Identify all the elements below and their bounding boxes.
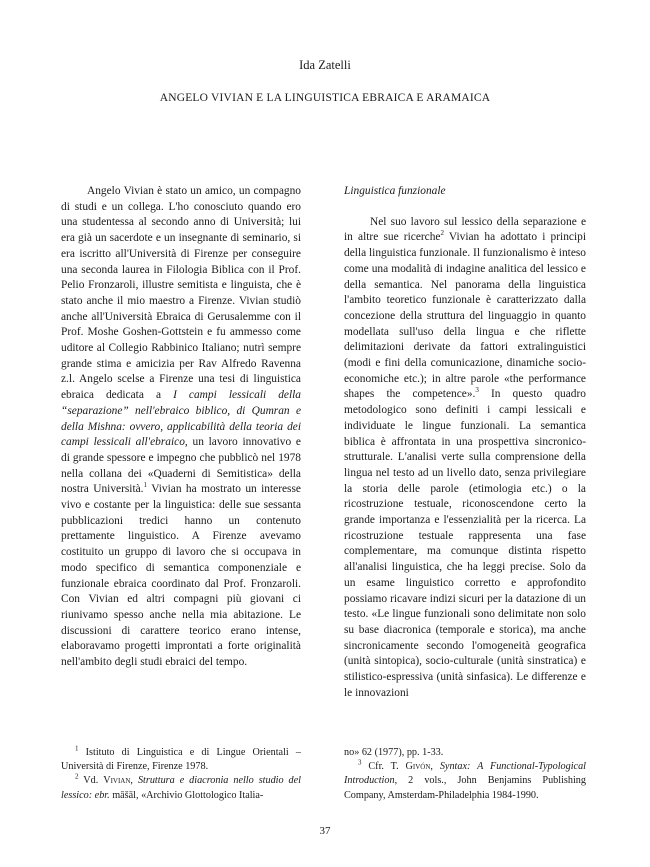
- footnote-ref: 3: [475, 386, 479, 395]
- footnotes-left: [61, 746, 301, 803]
- left-column: [61, 184, 301, 671]
- running-head-author: Ida Zatelli: [299, 58, 351, 72]
- article-title: ANGELO VIVIAN E LA LINGUISTICA EBRAICA E ARAMAICA: [159, 92, 491, 104]
- section-heading: Linguistica funzionale: [344, 185, 446, 197]
- page-number: 37: [319, 825, 331, 837]
- paragraph: Nel suo lavoro sul lessico della separazione e in altre sue ricerche$^2$ Vivian ha adottato i principi della linguistica funzionale. Il funzionalismo è inteso come una modalità di indagine analitica del lessico e della semantica. Nel panorama della linguistica l'ambito teoretico funzionale è caratterizzato dalla concezione della struttura del linguaggio in quanto modellata sull'uso della lingua e che riflette delimitazioni derivate da fattori extralinguistici (modi e fini della comunicazione, dinamiche socio-economiche etc.); in altre parole «the performance shapes the competence».$^3$ In questo quadro metodologico sono definiti i campi lessicali e individuate le lingue funzionali. La semantica biblica è affrontata in una prospettiva sincronico-strutturale. L'analisi verte sulla comprensione della lingua nel testo ad un livello dato, senza privilegiare la storia delle parole (etimologia etc.) o la ricostruzione testuale, riconoscendone certo la grande importanza e l'essenzialità per la ricerca. La ricostruzione testuale rappresenta una fase complementare, ma comunque distinta rispetto all'analisi linguistica, che ha leggi precise. Solo da un esame linguistico corretto e approfondito possiamo ricavare indizi sicuri per la datazione di un testo. «Le lingue funzionali sono delimitate non solo su base diacronica (temporale e storica), ma anche sincronicamente secondo l'omogeneità geografica (unità sintopica), socio-culturale (unità sinstratica) e stilistico-espressiva (unità sinfasica). Le differenze e le innovazioni: [344, 215, 586, 699]
- footnote-2-continued: no» 62 (1977), pp. 1-33.: [344, 747, 444, 758]
- footnote-ref: 1: [143, 481, 148, 490]
- footnote-1: $^1$ Istituto di Linguistica e di Lingue Orientali – Università di Firenze, Firenze 1978.: [61, 744, 301, 773]
- footnote-3: $^3$ Cfr. T. Givón, Syntax: A Functional-Typological Introduction, 2 vols., John Benjamins Publishing Company, Amsterdam-Philadelphia 1984-1990.: [344, 758, 586, 801]
- footnotes-right: [344, 746, 586, 803]
- thesis-title: I campi lessicali della “separazione” nell'ebraico biblico, di Qumran e della Mishna: ovvero, applicabilità della teoria dei campi lessicali all'ebraico: [61, 389, 302, 449]
- footnote-ref: 2: [440, 229, 444, 238]
- paragraph: Angelo Vivian è stato un amico, un compagno di studi e un collega. L'ho conosciuto quando ero una studentessa al secondo anno di Università; lui era già un sacerdote e un insegnante di seminario, si era iscritto all'Università di Firenze per conseguire una seconda laurea in Filologia Biblica con il Prof. Pelio Fronzaroli, illustre semitista e linguista, che è stato anche il mio maestro a Firenze. Vivian studiò anche all'Università Ebraica di Gerusalemme con il Prof. Moshe Goshen-Gottstein e fu ammesso come uditore al Collegio Rabbinico Italiano; nutrì sempre grande stima e amicizia per Rav Alfredo Ravenna z.l. Angelo scelse a Firenze una tesi di linguistica ebraica dedicata a I campi lessicali della “separazione” nell'ebraico biblico, di Qumran e della Mishna: ovvero, applicabilità della teoria dei campi lessicali all'ebraico, un lavoro innovativo e di grande spessore e impegno che pubblicò nel 1978 nella collana dei «Quaderni di Semitistica» della nostra Università.$^1$ Vivian ha mostrato un interesse vivo e costante per la linguistica: delle sue sessanta pubblicazioni tredici hanno un contenuto prettamente linguistico. A Firenze avevamo costituito un gruppo di lavoro che si occupava in modo specifico di semantica componenziale e funzionale ebraica coordinato dal Prof. Fronzaroli. Con Vivian ed altri compagni più giovani ci riunivamo spesso anche nella mia abitazione. Le discussioni di carattere teorico erano intense, elaboravamo progetti improntati a forte originalità nell'ambito degli studi ebraici del tempo.: [61, 185, 302, 669]
- right-column: [344, 184, 586, 702]
- footnote-2: $^2$ Vd. Vivian, Struttura e diacronia nello studio del lessico: ebr. māšāl, «Archivio Glottologico Italia-: [61, 773, 301, 801]
